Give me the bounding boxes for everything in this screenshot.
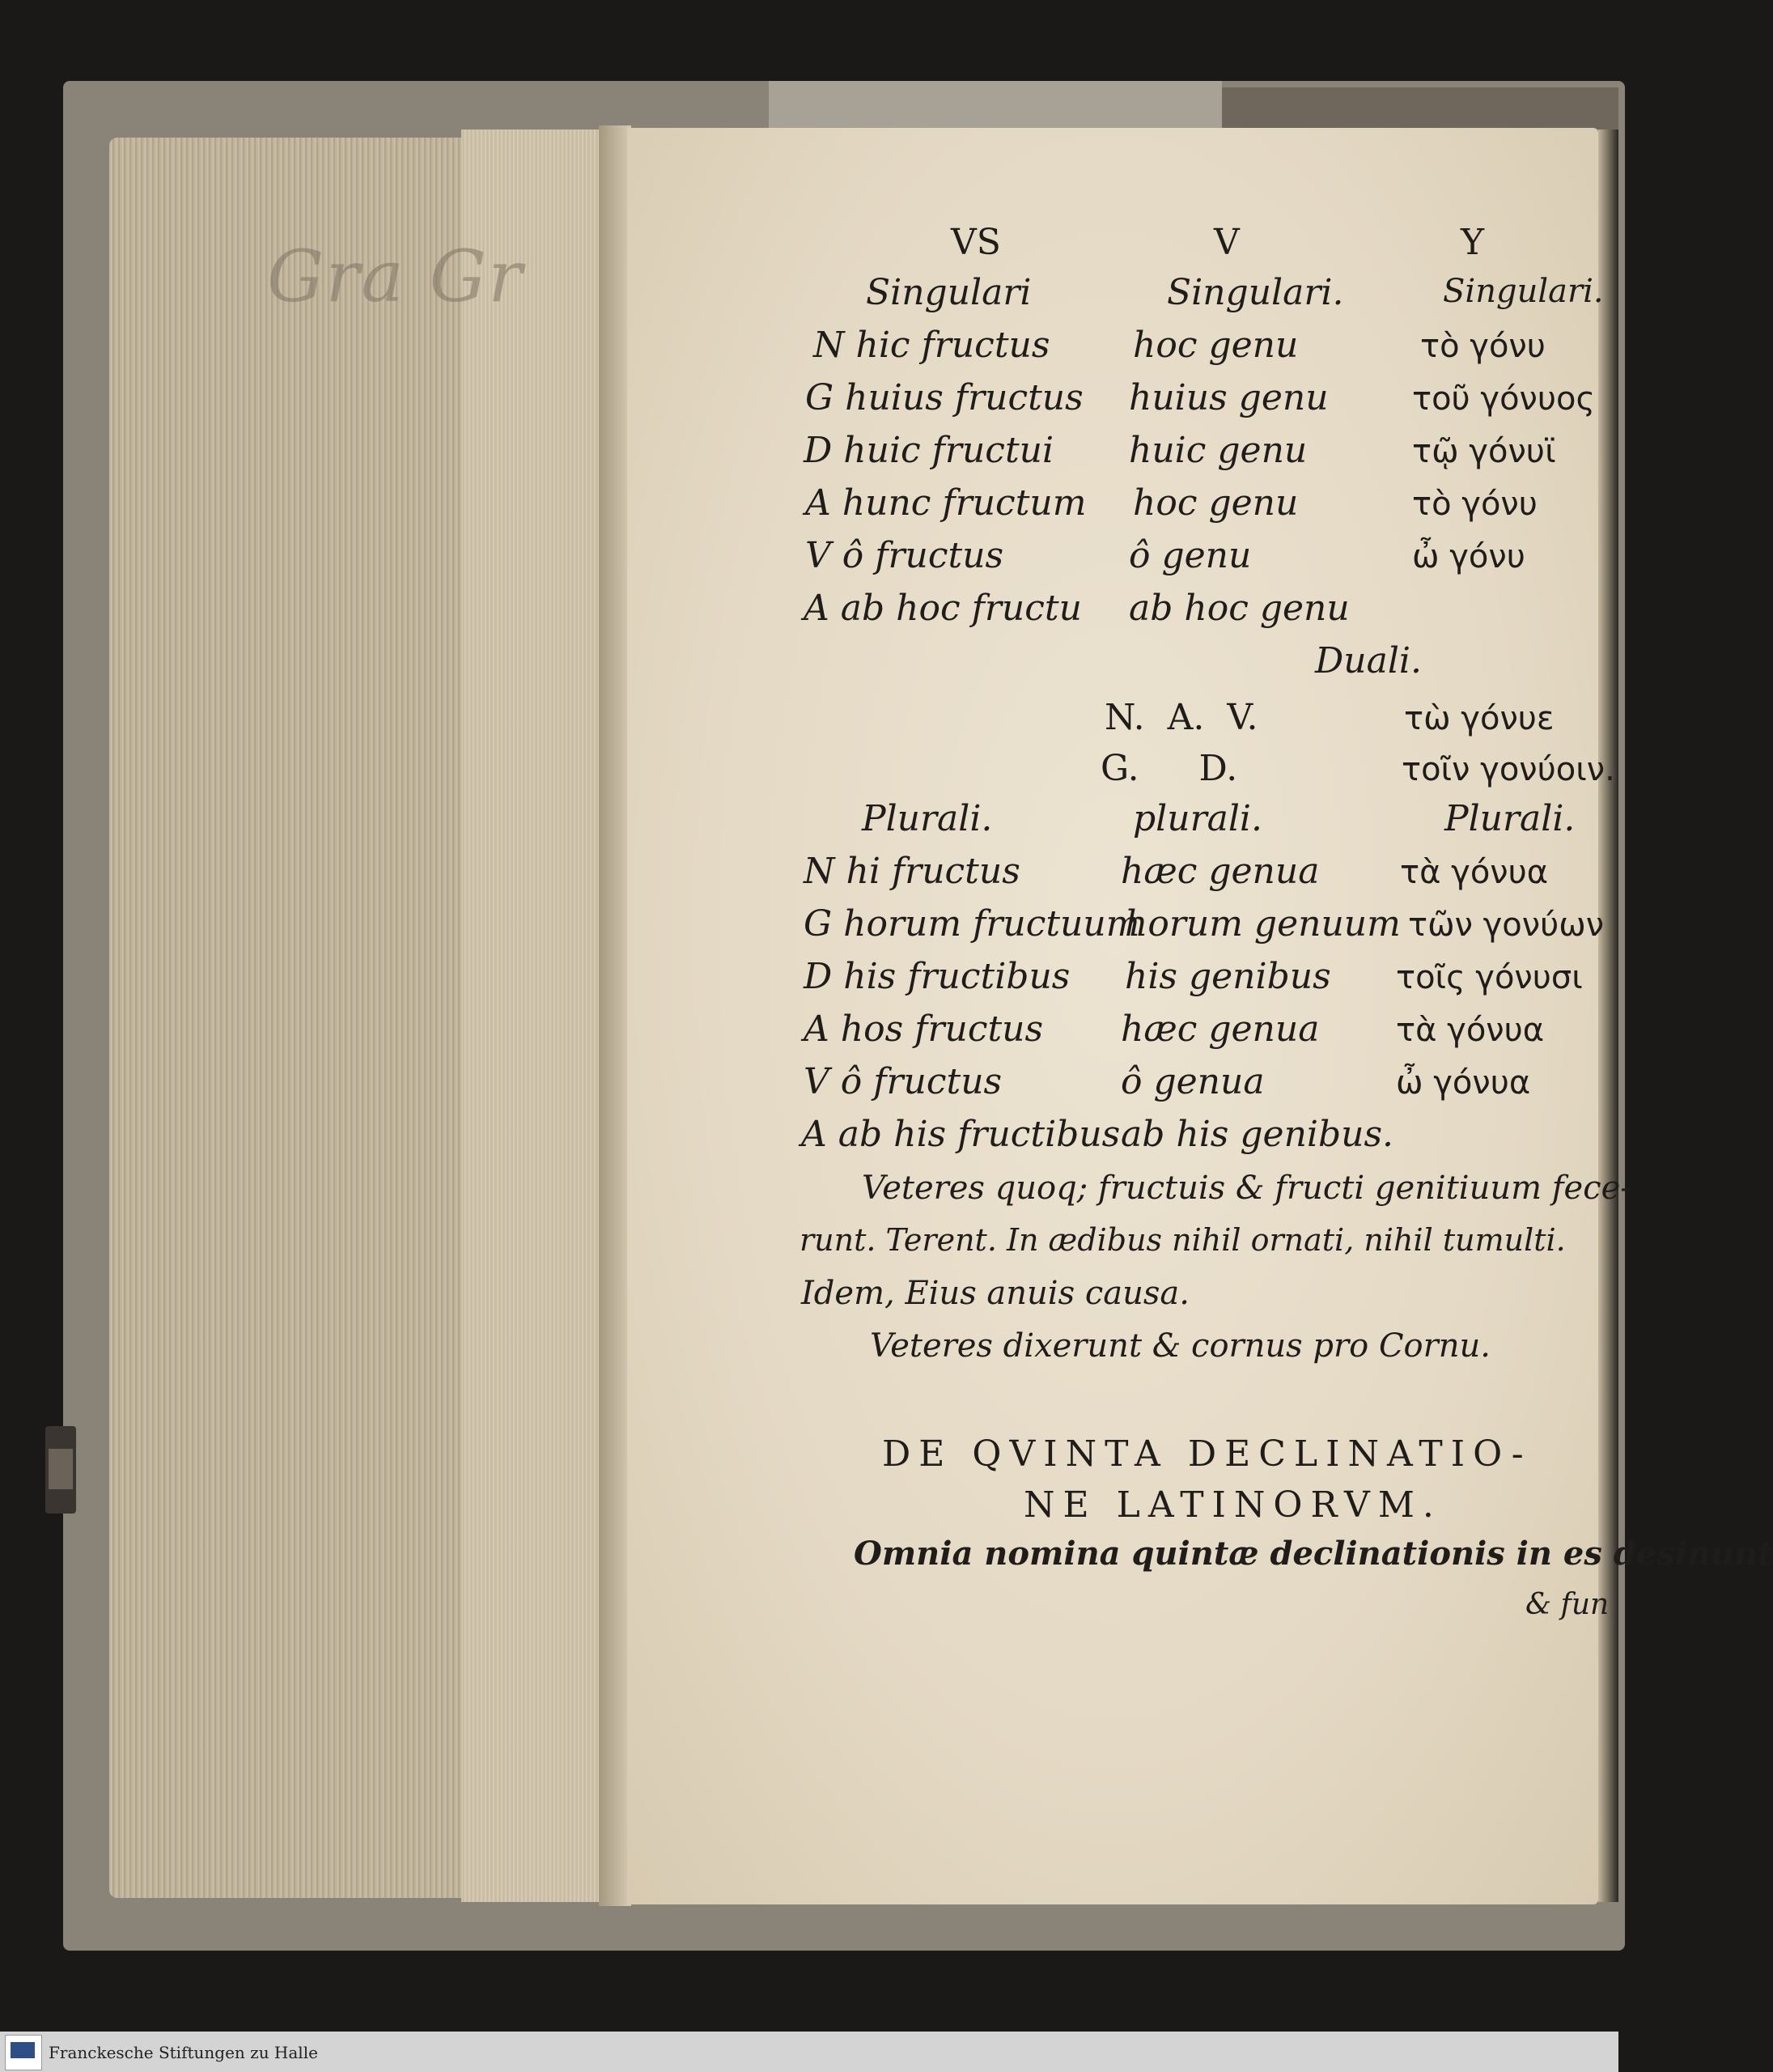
- dual-cases-nav: N. A. V.: [1105, 697, 1258, 738]
- header-vs: VS: [951, 222, 1001, 263]
- footer-bar: [0, 2032, 1618, 2072]
- label-plural-fructus: Plurali.: [862, 798, 993, 839]
- genu-singular-acc: hoc genu: [1133, 482, 1299, 524]
- genu-plural-dat: his genibus: [1125, 956, 1331, 997]
- genu-singular-nom: hoc genu: [1133, 325, 1299, 366]
- label-plural-genu: plurali.: [1133, 798, 1262, 839]
- greek-singular-voc: ὦ γόνυ: [1412, 538, 1525, 575]
- gutter-shadow: [599, 125, 631, 1906]
- genu-plural-voc: ô genua: [1121, 1061, 1265, 1102]
- fructus-plural-abl: A ab his fructibus: [801, 1114, 1121, 1155]
- label-plural-greek: Plurali.: [1444, 798, 1576, 839]
- greek-plural-voc: ὦ γόνυα: [1396, 1064, 1531, 1102]
- section-heading-line-2: NE LATINORVM.: [1024, 1484, 1442, 1526]
- header-v: V: [1214, 222, 1240, 263]
- greek-dual-nav: τὼ γόνυε: [1404, 700, 1555, 737]
- paragraph-line-2: runt. Terent. In ædibus nihil ornati, nihil tumulti.: [800, 1222, 1566, 1258]
- fructus-plural-gen: G horum fructuum: [804, 903, 1140, 945]
- greek-plural-dat: τοῖς γόνυσι: [1396, 959, 1583, 996]
- paragraph-line-3: Idem, Eius anuis causa.: [801, 1275, 1190, 1312]
- greek-plural-gen: τῶν γονύων: [1408, 906, 1605, 944]
- fructus-plural-nom: N hi fructus: [804, 851, 1020, 892]
- greek-singular-nom: τὸ γόνυ: [1420, 328, 1546, 365]
- book-cover-top-right: [1222, 87, 1618, 130]
- fructus-plural-acc: A hos fructus: [804, 1008, 1044, 1050]
- fructus-singular-nom: N hic fructus: [813, 325, 1050, 366]
- fructus-singular-acc: A hunc fructum: [805, 482, 1087, 524]
- right-page-edge: [1598, 130, 1618, 1902]
- fructus-singular-gen: G huius fructus: [805, 377, 1084, 418]
- fructus-plural-dat: D his fructibus: [804, 956, 1071, 997]
- greek-dual-gd: τοῖν γονύοιν.: [1402, 751, 1615, 788]
- label-singular-genu: Singulari.: [1167, 272, 1344, 313]
- genu-plural-nom: hæc genua: [1121, 851, 1320, 892]
- genu-singular-voc: ô genu: [1129, 535, 1252, 576]
- paragraph-line-4: Veteres dixerunt & cornus pro Cornu.: [870, 1327, 1491, 1365]
- greek-plural-nom: τὰ γόνυα: [1400, 854, 1549, 891]
- label-singular-fructus: Singulari: [866, 272, 1032, 313]
- genu-singular-dat: huic genu: [1129, 430, 1308, 471]
- greek-singular-gen: τοῦ γόνυος: [1412, 380, 1595, 418]
- genu-singular-abl: ab hoc genu: [1129, 588, 1350, 629]
- header-y: Y: [1461, 222, 1485, 263]
- section-heading-line-1: DE QVINTA DECLINATIO-: [882, 1433, 1532, 1475]
- genu-singular-gen: huius genu: [1129, 377, 1329, 418]
- margin-inscription: Gra Gr: [267, 235, 524, 318]
- catchword: & fun: [1525, 1588, 1610, 1621]
- book-cover-top: [769, 81, 1222, 130]
- fructus-singular-abl: A ab hoc fructu: [804, 588, 1082, 629]
- footer-credit: Franckesche Stiftungen zu Halle: [49, 2043, 318, 2062]
- greek-plural-acc: τὰ γόνυα: [1396, 1012, 1545, 1049]
- label-dual: Duali.: [1315, 640, 1422, 681]
- institution-logo-icon: [5, 2035, 42, 2070]
- fructus-plural-voc: V ô fructus: [804, 1061, 1003, 1102]
- greek-singular-acc: τὸ γόνυ: [1412, 486, 1538, 523]
- paragraph-line-1: Veteres quoq; fructuis & fructi genitiuum fece-: [862, 1170, 1631, 1207]
- genu-plural-gen: horum genuum: [1125, 903, 1401, 945]
- label-singular-greek: Singulari.: [1443, 273, 1604, 310]
- book-clasp-notch: [49, 1449, 73, 1489]
- genu-plural-acc: hæc genua: [1121, 1008, 1320, 1050]
- dual-cases-gd: G. D.: [1101, 748, 1238, 789]
- logo-mark: [11, 2042, 35, 2058]
- fructus-singular-voc: V ô fructus: [805, 535, 1004, 576]
- greek-singular-dat: τῷ γόνυϊ: [1412, 433, 1556, 470]
- genu-plural-abl: ab his genibus.: [1121, 1114, 1394, 1155]
- fructus-singular-dat: D huic fructui: [804, 430, 1054, 471]
- closing-line-1: Omnia nomina quintæ declinationis in es desinunt: [854, 1535, 1773, 1573]
